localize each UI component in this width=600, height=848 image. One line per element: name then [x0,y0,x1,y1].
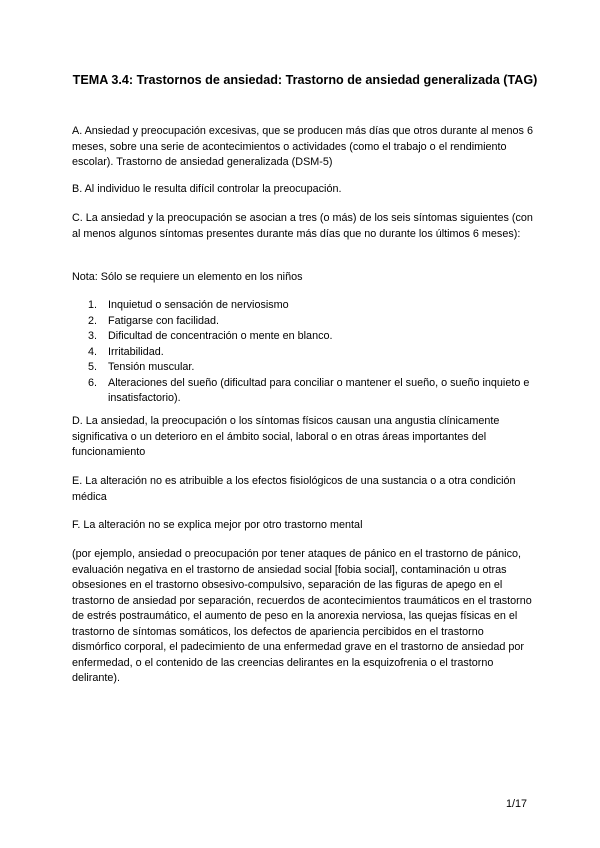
list-item-number: 3. [88,330,98,342]
criterion-d: D. La ansiedad, la preocupación o los síntomas físicos causan una angustia clínicamente significativa o un deterioro en el ámbito social, laboral o en otras áreas importantes del funcionamiento [72,415,500,458]
list-item-number: 2. [88,314,98,327]
criterion-a: A. Ansiedad y preocupación excesivas, que se producen más días que otros durante al menos 6 meses, sobre una serie de acontecimientos o actividades (como el trabajo o el rendimiento escolar). Trastorno de ansiedad generalizada (DSM-5) [72,125,533,168]
children-note: Nota: Sólo se requiere un elemento en los niños [72,271,303,283]
criterion-b: B. Al individuo le resulta difícil controlar la preocupación. [72,183,342,195]
list-item-text: Tensión muscular. [108,361,195,373]
page-title: TEMA 3.4: Trastornos de ansiedad: Trastorno de ansiedad generalizada (TAG) [72,73,538,87]
symptom-list [72,298,534,407]
list-item [72,345,534,361]
list-item-number: 4. [88,345,98,358]
list-item-number: 5. [88,361,98,373]
criterion-c: C. La ansiedad y la preocupación se asocian a tres (o más) de los seis síntomas siguientes (con al menos algunos síntomas presentes durante más días que no durante los últimos 6 meses): [72,212,533,240]
list-item [72,329,534,345]
page-number: 1/17 [505,798,527,810]
list-item-text: Irritabilidad. [108,345,164,358]
list-item-text: Inquietud o sensación de nerviosismo [108,299,289,311]
criterion-f: F. La alteración no se explica mejor por otro trastorno mental [72,519,363,531]
criterion-f-examples: (por ejemplo, ansiedad o preocupación por tener ataques de pánico en el trastorno de pánico, evaluación negativa en el trastorno de ansiedad social [fobia social], contaminación u otras obsesiones en el trastorno obsesivo-compulsivo, separación de las figuras de apego en el trastorno de ansiedad por separación, recuerdos de acontecimientos traumáticos en el trastorno de estrés postraumático, el aumento de peso en la anorexia nerviosa, las quejas físicas en el trastorno de síntomas somáticos, los defectos de apariencia percibidos en el trastorno dismórfico corporal, el padecimiento de una enfermedad grave en el trastorno de ansiedad por enfermedad, o el contenido de las creencias delirantes en la esquizofrenia o el trastorno delirante). [72,548,532,684]
list-item-number: 1. [88,299,98,311]
list-item [72,314,534,330]
list-item-text: Fatigarse con facilidad. [108,314,220,327]
list-item-number: 6. [88,376,98,389]
list-item [72,360,534,376]
list-item-text: Alteraciones del sueño (dificultad para conciliar o mantener el sueño, o sueño inquieto e insatisfactorio). [108,376,530,404]
list-item [72,298,534,314]
criterion-e: E. La alteración no es atribuible a los efectos fisiológicos de una sustancia o a otra condición médica [72,475,516,503]
list-item [72,376,534,407]
list-item-text: Dificultad de concentración o mente en blanco. [108,330,333,342]
